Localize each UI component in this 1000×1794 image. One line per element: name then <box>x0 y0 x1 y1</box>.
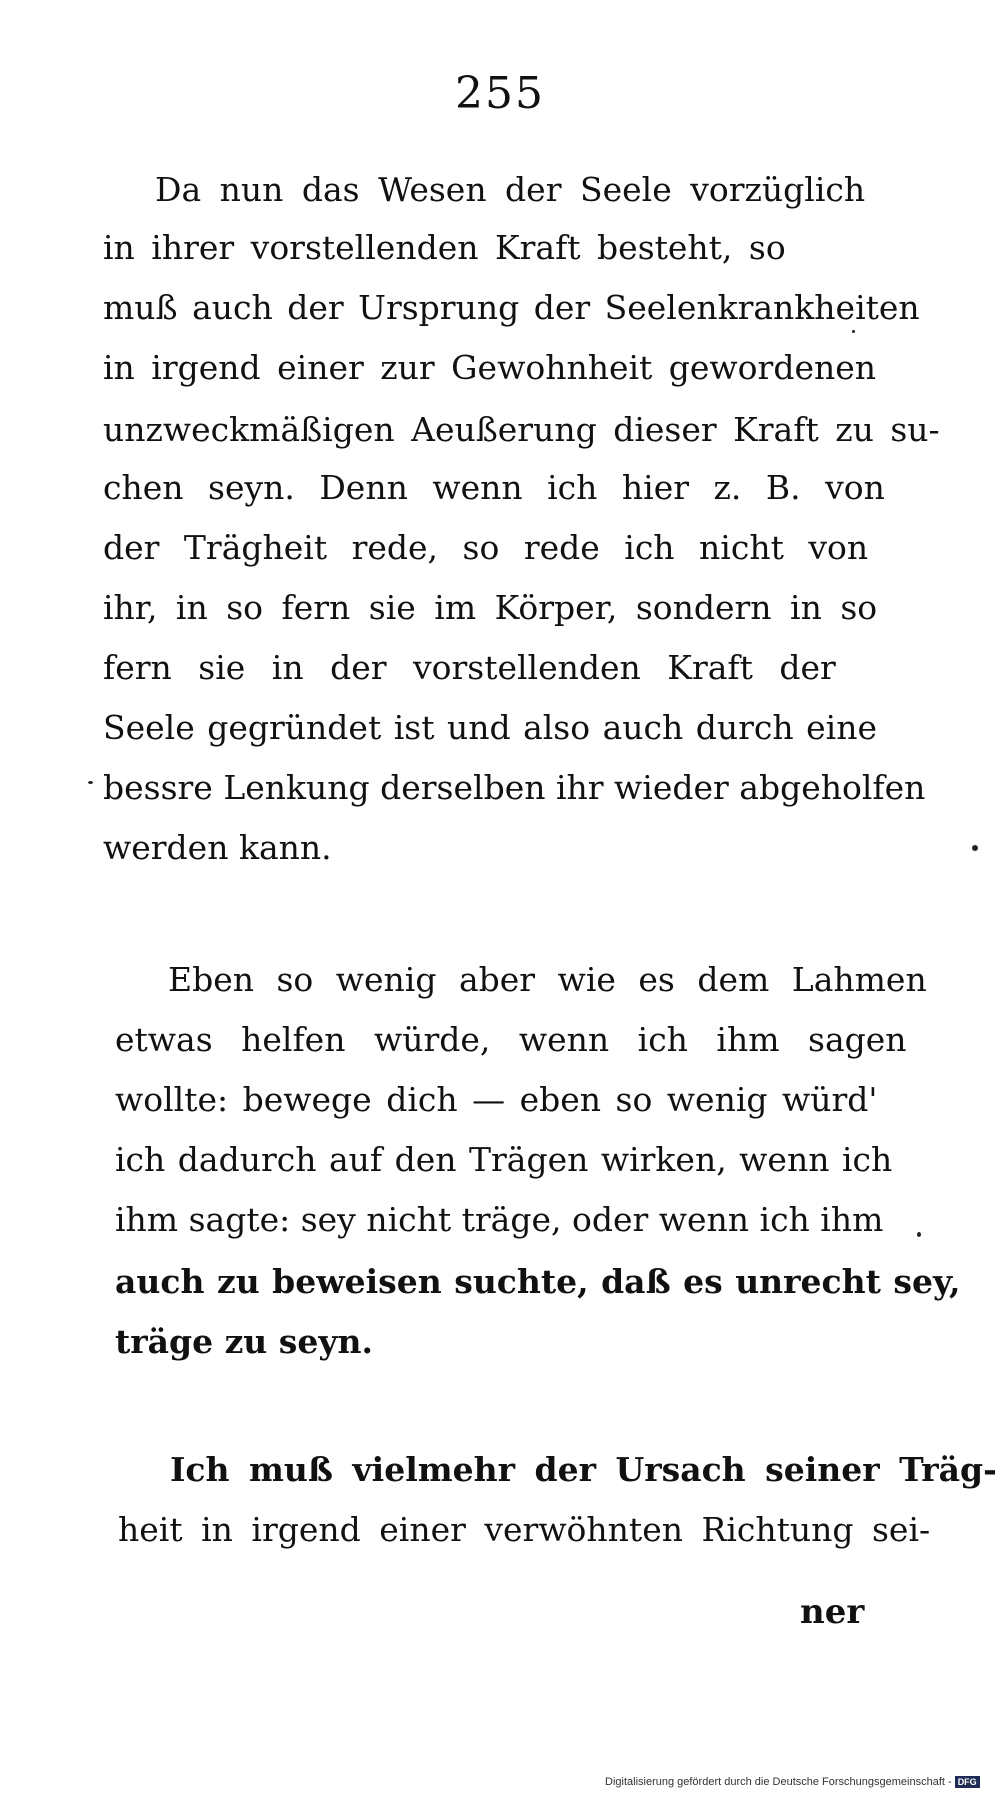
text-line: etwas helfen würde, wenn ich ihm sagen <box>115 1020 907 1059</box>
scan-speck <box>88 781 93 784</box>
catchword: ner <box>800 1592 865 1632</box>
text-line: wollte: bewege dich — eben so wenig würd' <box>115 1080 878 1119</box>
text-line: Da nun das Wesen der Seele vorzüglich <box>155 170 866 209</box>
text-line: heit in irgend einer verwöhnten Richtung sei- <box>118 1510 931 1549</box>
text-line: in ihrer vorstellenden Kraft besteht, so <box>103 228 786 267</box>
text-line: ihm sagte: sey nicht träge, oder wenn ich ihm <box>115 1200 884 1239</box>
footer-text: Digitalisierung gefördert durch die Deutsche Forschungsgemeinschaft - <box>605 1776 952 1788</box>
text-line: werden kann. <box>103 828 332 867</box>
text-line: bessre Lenkung derselben ihr wieder abgeholfen <box>103 768 926 807</box>
text-line: Seele gegründet ist und also auch durch eine <box>103 708 877 747</box>
text-line: auch zu beweisen suchte, daß es unrecht sey, <box>115 1262 961 1301</box>
scan-speck <box>852 330 855 333</box>
text-line: unzweckmäßigen Aeußerung dieser Kraft zu su- <box>103 410 940 449</box>
text-line: der Trägheit rede, so rede ich nicht von <box>103 528 869 567</box>
scan-speck <box>917 1232 921 1237</box>
text-line: ihr, in so fern sie im Körper, sondern in so <box>103 588 878 627</box>
text-line: chen seyn. Denn wenn ich hier z. B. von <box>103 468 885 507</box>
text-line: fern sie in der vorstellenden Kraft der <box>103 648 836 687</box>
scan-speck <box>972 845 978 851</box>
digitization-footer <box>605 1776 980 1788</box>
text-line: muß auch der Ursprung der Seelenkrankheiten <box>103 288 920 327</box>
text-line: in irgend einer zur Gewohnheit gewordenen <box>103 348 877 387</box>
text-line: Eben so wenig aber wie es dem Lahmen <box>168 960 927 999</box>
text-line: Ich muß vielmehr der Ursach seiner Träg- <box>170 1450 997 1489</box>
page-number: 255 <box>455 68 545 119</box>
text-line: träge zu seyn. <box>115 1322 374 1361</box>
dfg-logo: DFG <box>955 1776 980 1788</box>
text-line: ich dadurch auf den Trägen wirken, wenn ich <box>115 1140 893 1179</box>
